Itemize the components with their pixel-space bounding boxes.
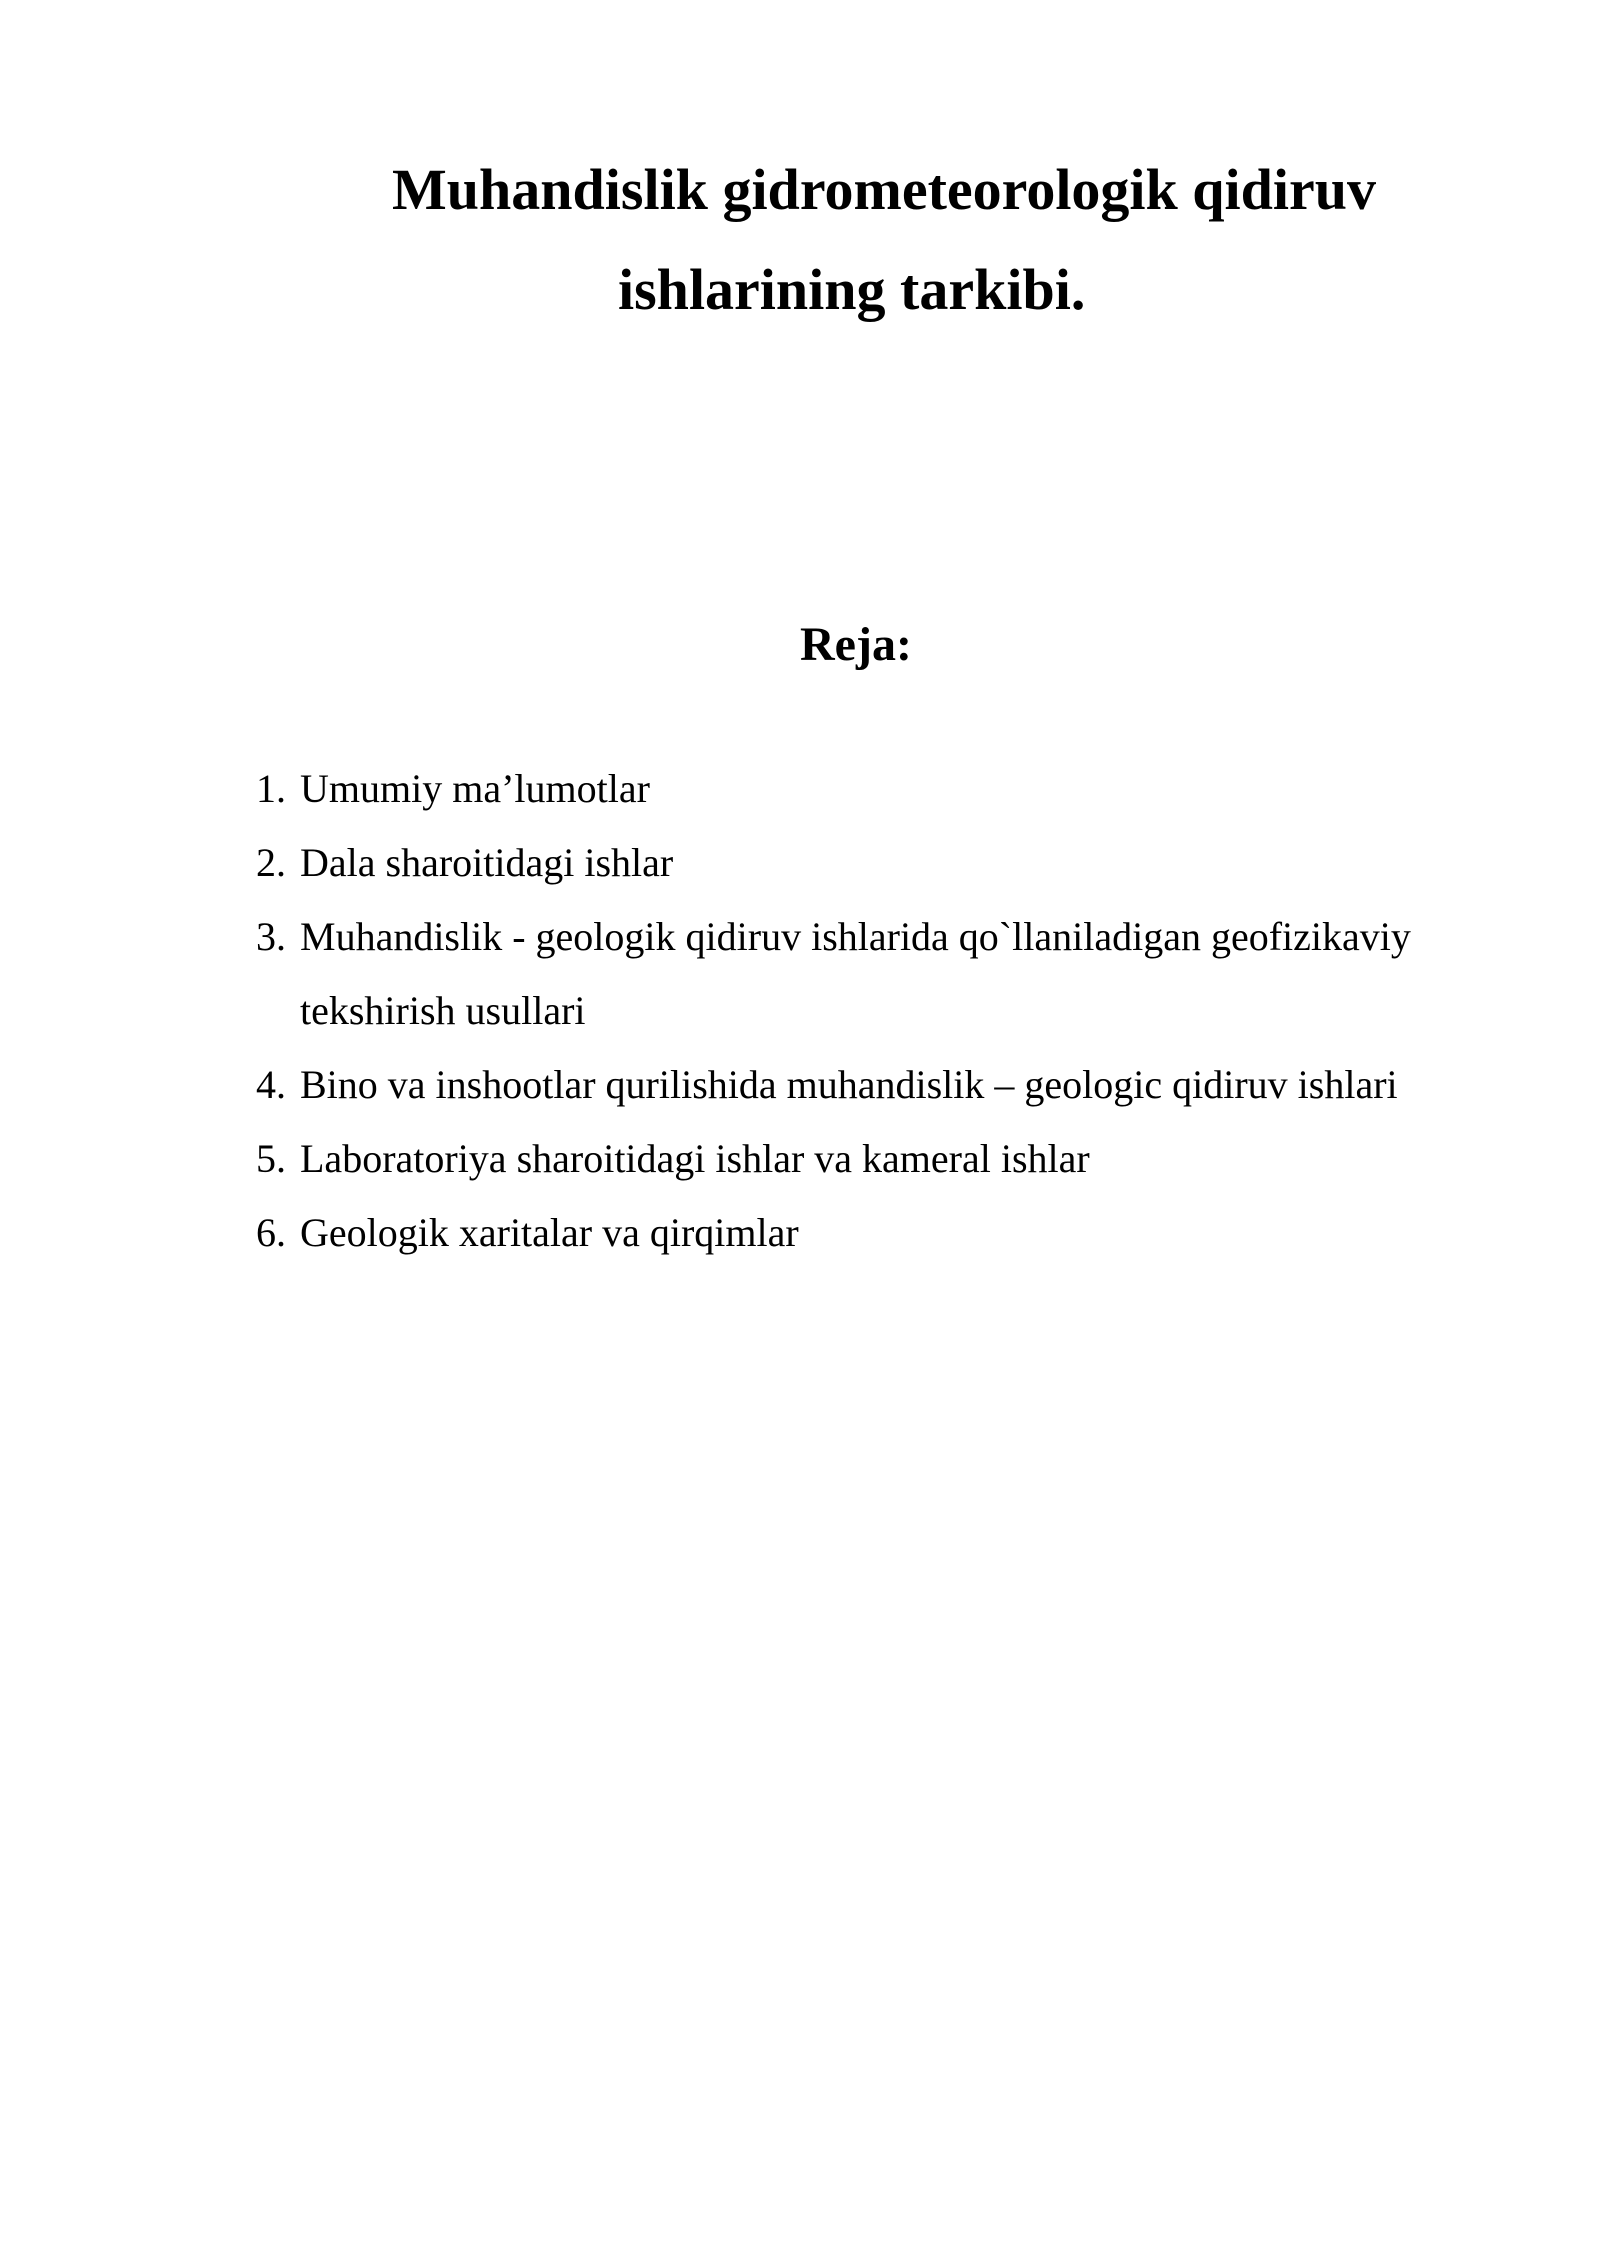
plan-item (0, 1196, 1600, 1270)
plan-item (0, 1122, 1600, 1196)
plan-item (0, 1048, 1600, 1122)
plan-item-number: 5. (256, 1136, 286, 1181)
plan-list (0, 752, 1600, 1270)
plan-item-text: Umumiy ma’lumotlar (300, 766, 650, 811)
plan-item-number: 6. (256, 1210, 286, 1255)
plan-item-number: 3. (256, 914, 286, 959)
plan-item (0, 900, 1600, 1048)
plan-item-number: 1. (256, 766, 286, 811)
plan-item-text: Muhandislik - geologik qidiruv ishlarida qo`llaniladigan geofizikaviy tekshirish usullari (300, 914, 1411, 1033)
document-title-line-1: Muhandislik gidrometeorologik qidiruv (392, 157, 1377, 222)
document-title-line-2: ishlarining tarkibi. (618, 257, 1086, 322)
plan-item-text: Bino va inshootlar qurilishida muhandislik – geologic qidiruv ishlari (300, 1062, 1398, 1107)
plan-item-text: Laboratoriya sharoitidagi ishlar va kameral ishlar (300, 1136, 1090, 1181)
plan-item (0, 826, 1600, 900)
plan-item-text: Geologik xaritalar va qirqimlar (300, 1210, 799, 1255)
plan-item (0, 752, 1600, 826)
plan-item-text: Dala sharoitidagi ishlar (300, 840, 674, 885)
plan-item-number: 4. (256, 1062, 286, 1107)
plan-heading: Reja: (800, 618, 912, 671)
plan-item-number: 2. (256, 840, 286, 885)
